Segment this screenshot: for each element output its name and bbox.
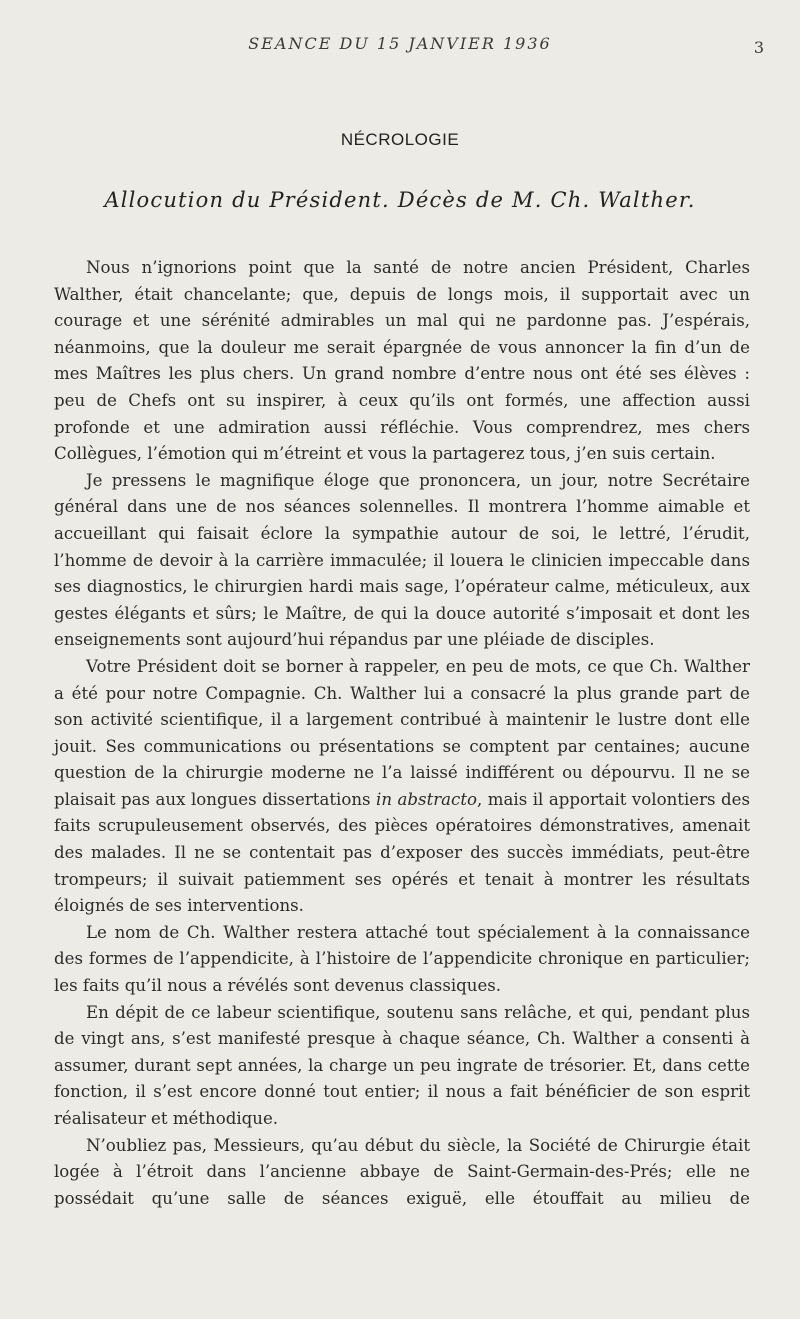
paragraph-3-latin-phrase: in abstracto [376,789,478,809]
paragraph-1: Nous n’ignorions point que la santé de notre ancien Président, Charles Walther, était chancelante; que, depuis de longs mois, il supportait avec un courage et une sérénité admirables un mal qui ne pardonne pas. J’espérais, néanmoins, que la douleur me serait épargnée de vous annoncer la fin d’un de mes Maîtres les plus chers. Un grand nombre d’entre nous ont été ses élèves : peu de Chefs ont su inspirer, à ceux qu’ils ont formés, une affection aussi profonde et une admiration aussi réfléchie. Vous comprendrez, mes chers Collègues, l’émotion qui m’étreint et vous la partagerez tous, j’en suis certain. [54,258,750,464]
paragraph-3-text-after: , mais il apportait volontiers des faits scrupuleusement observés, des pièces opératoires démonstratives, amenait des malades. Il ne se contentait pas d’exposer des succès immédiats, peut-être trompeurs; il suivait patiemment ses opérés et tenait à montrer les résultats éloignés de ses interventions. [54,789,750,916]
page-number: 3 [753,38,764,57]
body-text [54,255,750,1212]
paragraph-5: En dépit de ce labeur scientifique, soutenu sans relâche, et qui, pendant plus de vingt ans, s’est manifesté presque à chaque séance, Ch. Walther a consenti à assumer, durant sept années, la charge un peu ingrate de trésorier. Et, dans cette fonction, il s’est encore donné tout entier; il nous a fait bénéficier de son esprit réalisateur et méthodique. [54,1002,750,1128]
paragraph-4: Le nom de Ch. Walther restera attaché tout spécialement à la connaissance des formes de l’appendicite, à l’histoire de l’appendicite chronique en particulier; les faits qu’il nous a révélés sont devenus classiques. [54,922,750,996]
article-subtitle: Allocution du Président. Décès de M. Ch. Walther. [104,188,696,212]
paragraph-3-text-before: Votre Président doit se borner à rappeler, en peu de mots, ce que Ch. Walther a été pour notre Compagnie. Ch. Walther lui a consacré la plus grande part de son activité scientifique, il a largement contribué à maintenir le lustre dont elle jouit. Ses communications ou présentations se comptent par centaines; aucune question de la chirurgie moderne ne l’a laissé indifférent ou dépourvu. Il ne se plaisait pas aux longues dissertations [54,656,750,809]
running-head: SEANCE DU 15 JANVIER 1936 [248,34,552,53]
paragraph-2-text: Je pressens le magnifique éloge que prononcera, un jour, notre Secrétaire général dans une de nos séances solennelles. Il montrera l’homme aimable et accueillant qui faisait éclore la sympathie autour de soi, le lettré, l’érudit, l’homme de devoir à la carrière immaculée; il louera le clinicien impeccable dans ses diagnostics, le chirurgien hardi mais sage, l’opérateur calme, méticuleux, aux gestes élégants et sûrs; le Maître, de qui la douce autorité s’imposait et dont les enseignements sont aujourd’hui répandus par une pléiade de disciples. [54,470,750,650]
paragraph-3 [54,654,750,920]
section-title: NÉCROLOGIE [340,130,460,149]
paragraph-6: N’oubliez pas, Messieurs, qu’au début du siècle, la Société de Chirurgie était logée à l’étroit dans l’ancienne abbaye de Saint-Germain-des-Prés; elle ne possédait qu’une salle de séances exiguë, elle étouffait au milieu de [54,1135,750,1208]
paragraph-2 [54,468,750,654]
